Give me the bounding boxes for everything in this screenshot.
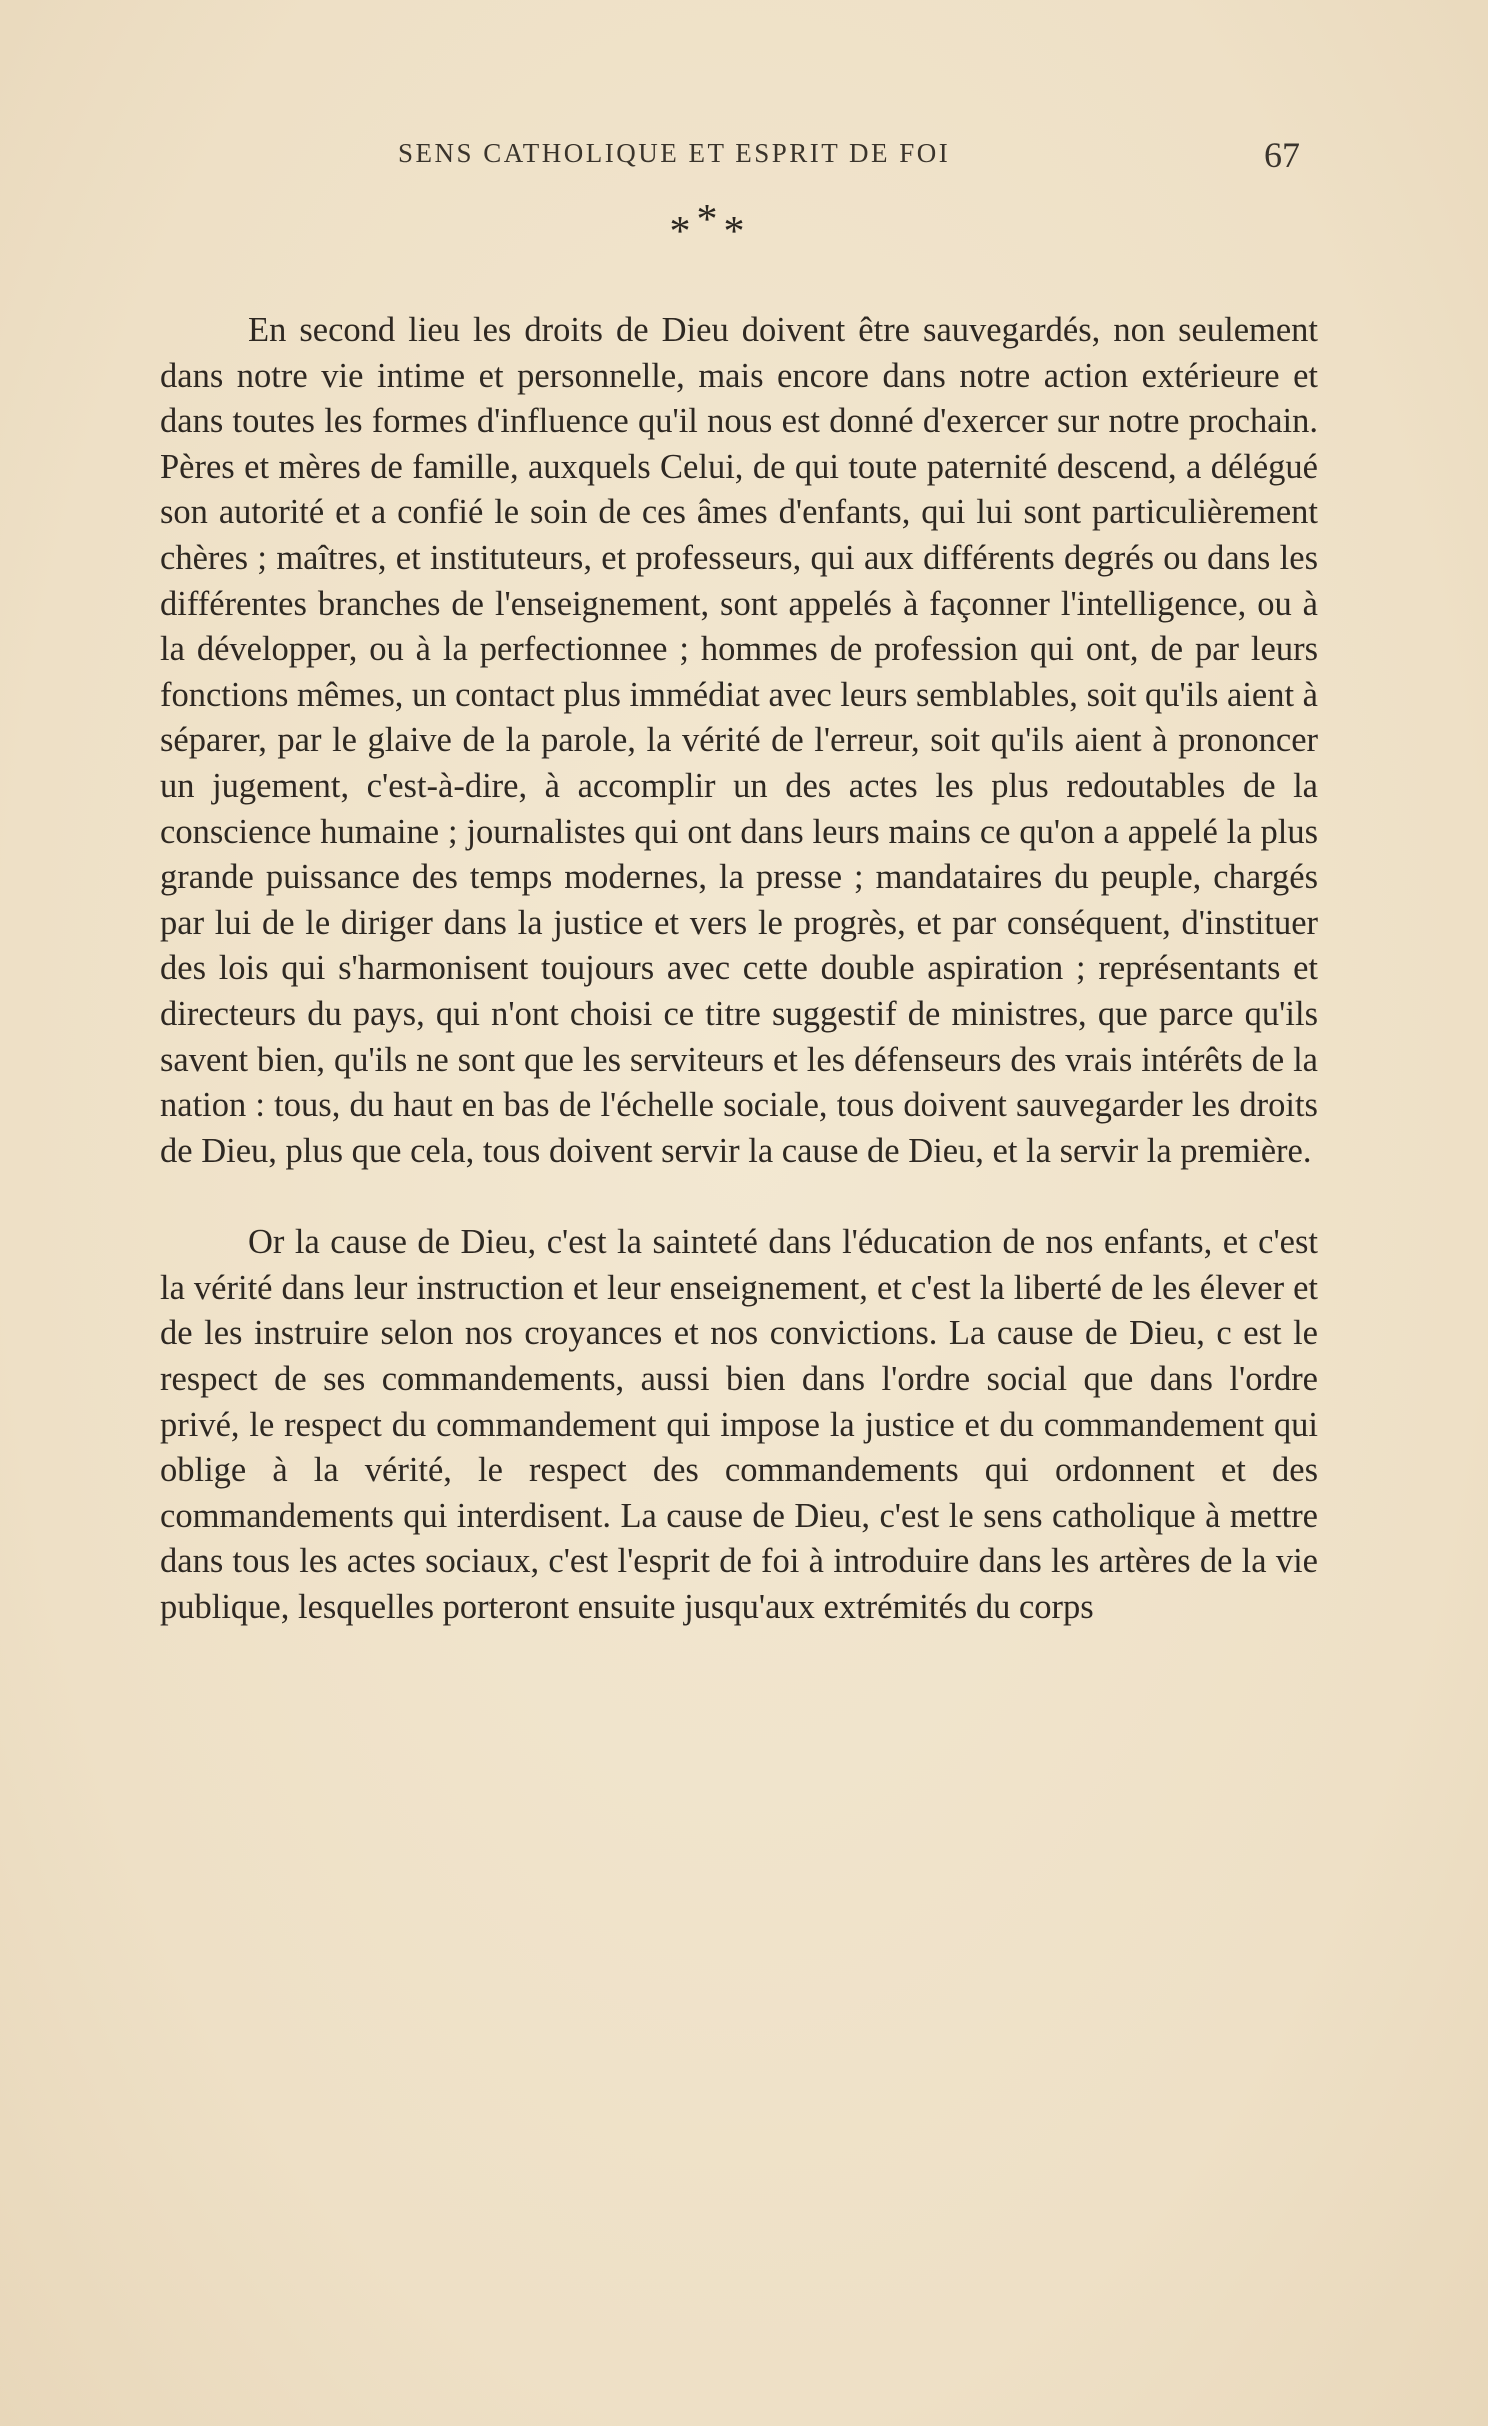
paragraph-1: En second lieu les droits de Dieu doivent être sauvegardés, non seulement dans notre vie intime et personnelle, mais encore dans notre action extérieure et dans toutes les formes d'influence qu'il nous est donné d'exercer sur notre prochain. Pères et mères de famille, auxquels Celui, de qui toute paternité descend, a délégué son autorité et a confié le soin de ces âmes d'enfants, qui lui sont particulièrement chères ; maîtres, et instituteurs, et professeurs, qui aux différents degrés ou dans les différentes branches de l'enseignement, sont appelés à façonner l'intelligence, ou à la développer, ou à la perfectionnee ; hommes de profession qui ont, de par leurs fonctions mêmes, un contact plus immédiat avec leurs semblables, soit qu'ils aient à séparer, par le glaive de la parole, la vérité de l'erreur, soit qu'ils aient à prononcer un jugement, c'est-à-dire, à accomplir un des actes les plus redoutables de la conscience humaine ; journalistes qui ont dans leurs mains ce qu'on a appelé la plus grande puissance des temps modernes, la presse ; mandataires du peuple, chargés par lui de le diriger dans la justice et vers le progrès, et par conséquent, d'instituer des lois qui s'harmonisent toujours avec cette double aspiration ; représentants et directeurs du pays, qui n'ont choisi ce titre suggestif de ministres, que parce qu'ils savent bien, qu'ils ne sont que les serviteurs et les défenseurs des vrais intérêts de la nation : tous, du haut en bas de l'échelle sociale, tous doivent sauvegarder les droits de Dieu, plus que cela, tous doivent servir la cause de Dieu, et la servir la première. bbox=[160, 311, 1318, 1170]
body-text bbox=[160, 308, 1318, 1631]
section-break-asterism bbox=[640, 197, 780, 256]
asterisk-left: * bbox=[669, 209, 697, 255]
running-head bbox=[160, 134, 1300, 174]
running-title: SENS CATHOLIQUE ET ESPRIT DE FOI bbox=[398, 138, 951, 168]
page-number: 67 bbox=[1264, 135, 1300, 175]
asterisk-middle: * bbox=[696, 197, 724, 243]
paragraph-2: Or la cause de Dieu, c'est la sainteté dans l'éducation de nos enfants, et c'est la vérité dans leur instruction et leur enseignement, et c'est la liberté de les élever et de les instruire selon nos croyances et nos convictions. La cause de Dieu, c est le respect de ses commandements, aussi bien dans l'ordre social que dans l'ordre privé, le respect du commandement qui impose la justice et du commandement qui oblige à la vérité, le respect des commandements qui ordonnent et des commandements qui interdisent. La cause de Dieu, c'est le sens catholique à mettre dans tous les actes sociaux, c'est l'esprit de foi à introduire dans les artères de la vie publique, lesquelles porteront ensuite jusqu'aux extrémités du corps bbox=[160, 1223, 1318, 1627]
asterisk-right: * bbox=[723, 209, 751, 255]
